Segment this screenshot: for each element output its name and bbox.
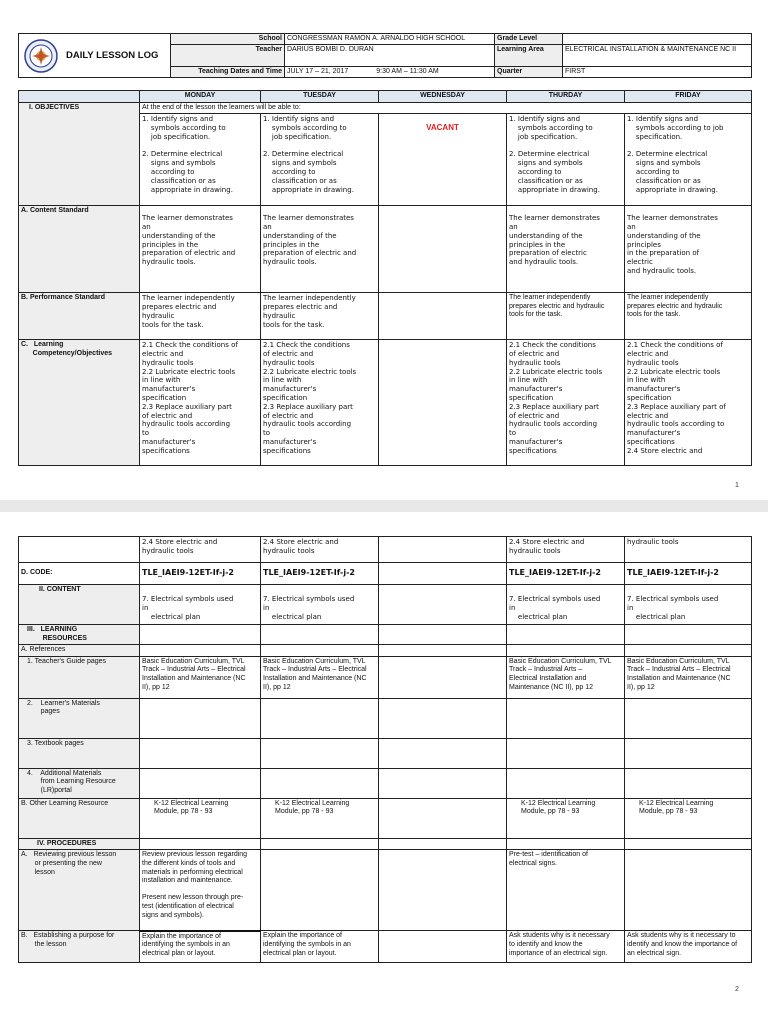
- purpose-monday: Explain the importance of identifying the symbols in an electrical plan or layout.: [140, 931, 261, 963]
- teachers-guide-tuesday: Basic Education Curriculum, TVL Track – Industrial Arts – Electrical Installation and Maintenance (NC II), pp 12: [261, 656, 379, 698]
- competency-wednesday: [379, 340, 507, 466]
- cont-label: [19, 537, 140, 563]
- day-header-monday: MONDAY: [140, 91, 261, 103]
- performance-standard-monday: The learner independently prepares electric and hydraulic tools for the task.: [140, 293, 261, 340]
- other-resource-tuesday: K-12 Electrical Learning Module, pp 78 - 93: [261, 798, 379, 838]
- performance-standard-wednesday: [379, 293, 507, 340]
- performance-standard-thursday: The learner independently prepares electric and hydraulic tools for the task.: [507, 293, 625, 340]
- review-tuesday: [261, 850, 379, 931]
- teachers-guide-wednesday: [379, 656, 507, 698]
- area-label: Learning Area: [495, 45, 563, 67]
- cont-friday: hydraulic tools: [625, 537, 752, 563]
- performance-standard-tuesday: The learner independently prepares electric and hydraulic tools for the task.: [261, 293, 379, 340]
- code-thursday: TLE_IAEI9-12ET-If-j-2: [507, 563, 625, 585]
- quarter-label: Quarter: [495, 67, 563, 78]
- day-header-wednesday: WEDNESDAY: [379, 91, 507, 103]
- purpose-friday: Ask students why is it necessary to identify and know the importance of an electrical sign.: [625, 931, 752, 963]
- other-resource-monday: K-12 Electrical Learning Module, pp 78 - 93: [140, 798, 261, 838]
- wednesday-vacant: VACANT: [379, 114, 507, 206]
- objectives-monday: 1. Identify signs and symbols according to job specification. 2. Determine electrical signs and symbols according to classification or as appropriate in drawing.: [140, 114, 261, 206]
- code-wednesday: [379, 563, 507, 585]
- competency-label: C. Learning Competency/Objectives: [19, 340, 140, 466]
- lesson-table-page-2: [18, 536, 752, 963]
- content-monday: 7. Electrical symbols used in electrical plan: [140, 585, 261, 625]
- lesson-table-page-1: [18, 90, 752, 466]
- content-label: II. CONTENT: [19, 585, 140, 625]
- dates-value: [285, 67, 495, 78]
- teacher-value: DARIUS BOMBI D. DURAN: [285, 45, 495, 67]
- objectives-intro: At the end of the lesson the learners will be able to:: [140, 102, 752, 114]
- additional-materials-label: 4. Additional Materials from Learning Resource (LR)portal: [19, 768, 140, 798]
- purpose-label: B. Establishing a purpose for the lesson: [19, 931, 140, 963]
- page-2: [0, 512, 768, 1024]
- competency-tuesday: 2.1 Check the conditions of electric and hydraulic tools 2.2 Lubricate electric tools in line with manufacturer's specification 2.3 Replace auxiliary part of electric and hydraulic tools according to manufacturer's specifications: [261, 340, 379, 466]
- textbook-label: 3. Textbook pages: [19, 738, 140, 768]
- day-header-friday: FRIDAY: [625, 91, 752, 103]
- page-number-1: 1: [735, 482, 739, 489]
- performance-standard-friday: The learner independently prepares electric and hydraulic tools for the task.: [625, 293, 752, 340]
- content-tuesday: 7. Electrical symbols used in electrical plan: [261, 585, 379, 625]
- page-number-2: 2: [735, 986, 739, 993]
- content-standard-thursday: The learner demonstrates an understanding of the principles in the preparation of electric and hydraulic tools.: [507, 206, 625, 293]
- procedures-label: IV. PROCEDURES: [19, 838, 140, 850]
- purpose-tuesday: Explain the importance of identifying the symbols in an electrical plan or layout.: [261, 931, 379, 963]
- content-wednesday: [379, 585, 507, 625]
- content-friday: 7. Electrical symbols used in electrical plan: [625, 585, 752, 625]
- content-standard-monday: The learner demonstrates an understanding of the principles in the preparation of electric and hydraulic tools.: [140, 206, 261, 293]
- other-resource-thursday: K-12 Electrical Learning Module, pp 78 - 93: [507, 798, 625, 838]
- header-table: [18, 33, 752, 78]
- dates-text: JULY 17 – 21, 2017: [287, 68, 349, 75]
- competency-monday: 2.1 Check the conditions of electric and hydraulic tools 2.2 Lubricate electric tools in line with manufacturer's specification 2.3 Replace auxiliary part of electric and hydraulic tools according to manufacturer's specifications: [140, 340, 261, 466]
- review-wednesday: [379, 850, 507, 931]
- code-monday: TLE_IAEI9-12ET-If-j-2: [140, 563, 261, 585]
- quarter-value: FIRST: [563, 67, 752, 78]
- day-header-blank: [19, 91, 140, 103]
- school-value: CONGRESSMAN RAMON A. ARNALDO HIGH SCHOOL: [285, 34, 495, 45]
- resources-label: III. LEARNING RESOURCES: [19, 625, 140, 645]
- competency-thursday: 2.1 Check the conditions of electric and hydraulic tools 2.2 Lubricate electric tools in line with manufacturer's specification 2.3 Replace auxiliary part of electric and hydraulic tools according to manufacturer's specifications: [507, 340, 625, 466]
- cont-wednesday: [379, 537, 507, 563]
- teachers-guide-friday: Basic Education Curriculum, TVL Track – Industrial Arts – Electrical Installation and Maintenance (NC II), pp 12: [625, 656, 752, 698]
- other-resource-wednesday: [379, 798, 507, 838]
- objectives-thursday: 1. Identify signs and symbols according to job specification. 2. Determine electrical signs and symbols according to classification or as appropriate in drawing.: [507, 114, 625, 206]
- objectives-friday: 1. Identify signs and symbols according to job specification. 2. Determine electrical signs and symbols according to classification or as appropriate in drawing.: [625, 114, 752, 206]
- other-resource-friday: K-12 Electrical Learning Module, pp 78 - 93: [625, 798, 752, 838]
- day-header-tuesday: TUESDAY: [261, 91, 379, 103]
- code-label: D. CODE:: [19, 563, 140, 585]
- cont-thursday: 2.4 Store electric and hydraulic tools: [507, 537, 625, 563]
- objectives-label: I. OBJECTIVES: [19, 102, 140, 206]
- area-value: ELECTRICAL INSTALLATION & MAINTENANCE NC II: [563, 45, 752, 67]
- grade-value: [563, 34, 752, 45]
- content-standard-wednesday: [379, 206, 507, 293]
- review-label: A. Reviewing previous lesson or presenting the new lesson: [19, 850, 140, 931]
- page-1: [0, 0, 768, 500]
- review-monday: Review previous lesson regarding the different kinds of tools and materials in performing electrical installation and maintenance. Present new lesson through pre- test (identification of electrical signs and symbols).: [140, 850, 261, 931]
- learners-materials-label: 2. Learner's Materials pages: [19, 698, 140, 738]
- content-thursday: 7. Electrical symbols used in electrical plan: [507, 585, 625, 625]
- content-standard-friday: The learner demonstrates an understanding of the principles in the preparation of electric and hydraulic tools.: [625, 206, 752, 293]
- teachers-guide-label: 1. Teacher's Guide pages: [19, 656, 140, 698]
- code-tuesday: TLE_IAEI9-12ET-If-j-2: [261, 563, 379, 585]
- teacher-label: Teacher: [171, 45, 285, 67]
- other-resource-label: B. Other Learning Resource: [19, 798, 140, 838]
- grade-label: Grade Level: [495, 34, 563, 45]
- references-label: A. References: [19, 645, 140, 657]
- content-standard-label: A. Content Standard: [19, 206, 140, 293]
- day-header-thursday: THURDAY: [507, 91, 625, 103]
- purpose-wednesday: [379, 931, 507, 963]
- page-separator: [0, 500, 768, 512]
- teachers-guide-monday: Basic Education Curriculum, TVL Track – Industrial Arts – Electrical Installation and Maintenance (NC II), pp 12: [140, 656, 261, 698]
- teachers-guide-thursday: Basic Education Curriculum, TVL Track – Industrial Arts – Electrical Installation and Maintenance (NC II), pp 12: [507, 656, 625, 698]
- performance-standard-label: B. Performance Standard: [19, 293, 140, 340]
- objectives-tuesday: 1. Identify signs and symbols according to job specification. 2. Determine electrical signs and symbols according to classification or as appropriate in drawing.: [261, 114, 379, 206]
- logo-cell: [19, 34, 171, 78]
- code-friday: TLE_IAEI9-12ET-If-j-2: [625, 563, 752, 585]
- cont-tuesday: 2.4 Store electric and hydraulic tools: [261, 537, 379, 563]
- time-text: 9:30 AM – 11:30 AM: [376, 68, 439, 75]
- document-title: DAILY LESSON LOG: [66, 50, 159, 61]
- review-friday: [625, 850, 752, 931]
- cont-monday: 2.4 Store electric and hydraulic tools: [140, 537, 261, 563]
- competency-friday: 2.1 Check the conditions of electric and hydraulic tools 2.2 Lubricate electric tools in line with manufacturer's specification 2.3 Replace auxiliary part of electric and hydraulic tools according to manufacturer's specifications 2.4 Store electric and: [625, 340, 752, 466]
- purpose-thursday: Ask students why is it necessary to identify and know the importance of an electrical sign.: [507, 931, 625, 963]
- content-standard-tuesday: The learner demonstrates an understanding of the principles in the preparation of electric and hydraulic tools.: [261, 206, 379, 293]
- school-label: School: [171, 34, 285, 45]
- review-thursday: Pre-test – identification of electrical signs.: [507, 850, 625, 931]
- dates-label: Teaching Dates and Time: [171, 67, 285, 78]
